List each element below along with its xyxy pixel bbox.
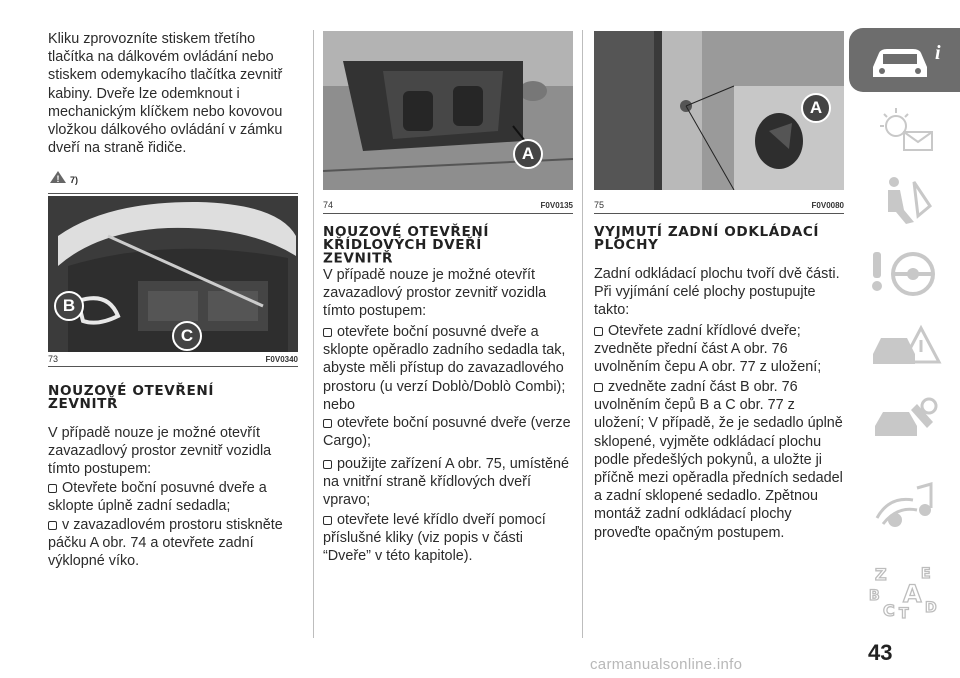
list-item-text: Otevřete zadní křídlové dveře; zvedněte přední část A obr. 76 uvolněním čepu A obr. 77 z uložení; bbox=[594, 323, 822, 376]
intro-text: Kliku zprovozníte stiskem třetího tlačítka na dálkovém ovládání nebo stiskem odemykacího tlačítka zevnitř kabiny. Dveře lze odemknout i mechanickým klíčkem nebo kovovou vložkou dálkového ovládání v zámku dveří na straně řidiče. bbox=[48, 31, 283, 157]
figure-75-code: F0V0080 bbox=[811, 201, 844, 210]
sidebar-item-multimedia[interactable] bbox=[849, 474, 960, 538]
index-letter: D bbox=[924, 600, 937, 616]
section-body: Zadní odkládací plochu tvoří dvě části. Při vyjímání celé plochy postupujte takto: bbox=[594, 266, 840, 319]
index-letter: E bbox=[920, 566, 931, 582]
bullet-box-icon bbox=[323, 419, 332, 428]
dashboard-lights-icon bbox=[870, 104, 940, 160]
sidebar-item-warning-triangle[interactable] bbox=[849, 314, 960, 378]
svg-text:i: i bbox=[934, 42, 941, 64]
sidebar-item-steering-wheel[interactable] bbox=[849, 240, 960, 304]
bullet-box-icon bbox=[323, 460, 332, 469]
bullet-box-icon bbox=[594, 383, 603, 392]
column-divider bbox=[313, 30, 314, 638]
list-item-text: v zavazadlovém prostoru stiskněte páčku A obr. 74 a otevřete zadní výklopné víko. bbox=[48, 517, 283, 570]
sidebar-item-maintenance[interactable] bbox=[849, 388, 960, 452]
warning-triangle-icon bbox=[867, 318, 943, 374]
label-a: A bbox=[513, 139, 543, 169]
section-heading: NOUZOVÉ OTEVŘENÍ KŘÍDLOVÝCH DVEŘÍ ZEVNITŘ bbox=[323, 224, 489, 267]
index-icon bbox=[865, 560, 945, 620]
figure-75 bbox=[594, 31, 844, 190]
figure-74-number: 74 bbox=[323, 200, 334, 210]
list-item-text: otevřete levé křídlo dveří pomocí příslušné kliky (viz popis v části “Dveře” v této kapitole). bbox=[323, 512, 546, 565]
divider bbox=[323, 213, 573, 214]
sidebar-item-index[interactable] bbox=[849, 558, 960, 622]
bullet-box-icon bbox=[48, 484, 57, 493]
bullet-box-icon bbox=[594, 327, 603, 336]
steering-wheel-icon bbox=[867, 244, 943, 300]
figure-74 bbox=[323, 31, 573, 190]
bullet-box-icon bbox=[323, 328, 332, 337]
list-item bbox=[48, 516, 298, 571]
section-heading: NOUZOVÉ OTEVŘENÍ ZEVNITŘ bbox=[48, 383, 214, 413]
bullet-box-icon bbox=[323, 516, 332, 525]
chapter-sidebar bbox=[849, 28, 960, 678]
warning-book-icon bbox=[48, 169, 68, 185]
index-letter: A bbox=[902, 580, 922, 608]
divider bbox=[594, 213, 844, 214]
page-number: 43 bbox=[868, 640, 893, 665]
list-item bbox=[323, 414, 573, 450]
sidebar-item-airbag-seat[interactable] bbox=[849, 168, 960, 232]
list-item bbox=[48, 479, 298, 515]
index-letter: C bbox=[882, 601, 895, 620]
section-body: V případě nouze je možné otevřít zavazadlový prostor zevnitř vozidla tímto postupem: bbox=[323, 267, 547, 320]
list-item-text: použijte zařízení A obr. 75, umístěné na vnitřní straně křídlových dveří vpravo; bbox=[323, 456, 569, 509]
maintenance-icon bbox=[867, 392, 943, 448]
multimedia-icon bbox=[867, 478, 943, 534]
list-item-text: Otevřete boční posuvné dveře a sklopte úplně zadní sedadla; bbox=[48, 480, 267, 515]
divider bbox=[48, 193, 298, 194]
section-body: V případě nouze je možné otevřít zavazadlový prostor zevnitř vozidla tímto postupem: bbox=[48, 425, 272, 478]
column-divider bbox=[582, 30, 583, 638]
list-item bbox=[323, 511, 573, 566]
figure-75-number: 75 bbox=[594, 200, 605, 210]
airbag-seat-icon bbox=[870, 172, 940, 228]
figure-74-code: F0V0135 bbox=[540, 201, 573, 210]
section-heading: VYJMUTÍ ZADNÍ ODKLÁDACÍ PLOCHY bbox=[594, 224, 820, 254]
divider bbox=[48, 366, 298, 367]
index-letter: Z bbox=[874, 565, 887, 584]
figure-73 bbox=[48, 196, 298, 352]
index-letter: B bbox=[868, 588, 880, 604]
list-item-text: otevřete boční posuvné dveře (verze Cargo); bbox=[323, 415, 571, 450]
car-info-icon bbox=[865, 37, 945, 83]
list-item bbox=[323, 455, 573, 510]
list-item bbox=[594, 378, 844, 542]
label-a: A bbox=[801, 93, 831, 123]
label-c: C bbox=[172, 321, 202, 351]
svg-text:!: ! bbox=[56, 174, 60, 184]
figure-73-number: 73 bbox=[48, 354, 59, 364]
list-item-text: otevřete boční posuvné dveře a sklopte opěradlo zadního sedadla tak, abyste měli přístup do zavazadlového prostoru (u verzí Doblò/Doblò Combi); nebo bbox=[323, 324, 566, 413]
warning-ref bbox=[48, 169, 78, 185]
figure-73-code: F0V0340 bbox=[265, 355, 298, 364]
sidebar-item-dashboard-lights[interactable] bbox=[849, 100, 960, 164]
index-letter: T bbox=[898, 606, 909, 620]
list-item bbox=[323, 323, 573, 414]
label-b: B bbox=[54, 291, 84, 321]
list-item bbox=[594, 322, 844, 377]
bullet-box-icon bbox=[48, 521, 57, 530]
watermark: carmanualsonline.info bbox=[590, 656, 743, 673]
warning-ref-number: 7) bbox=[70, 175, 79, 185]
sidebar-item-car-info[interactable] bbox=[849, 28, 960, 92]
list-item-text: zvedněte zadní část B obr. 76 uvolněním čepů B a C obr. 77 z uložení; V případě, že je sedadlo úplně sklopené, vyjměte odkládací plochu podle předešlých pokynů, a uložte ji příčně mezi opěradla předních sedadel a zadní sklopené sedadlo. Zpětnou montáž zadní odkládací plochy proveďte opačným postupem. bbox=[594, 379, 843, 541]
